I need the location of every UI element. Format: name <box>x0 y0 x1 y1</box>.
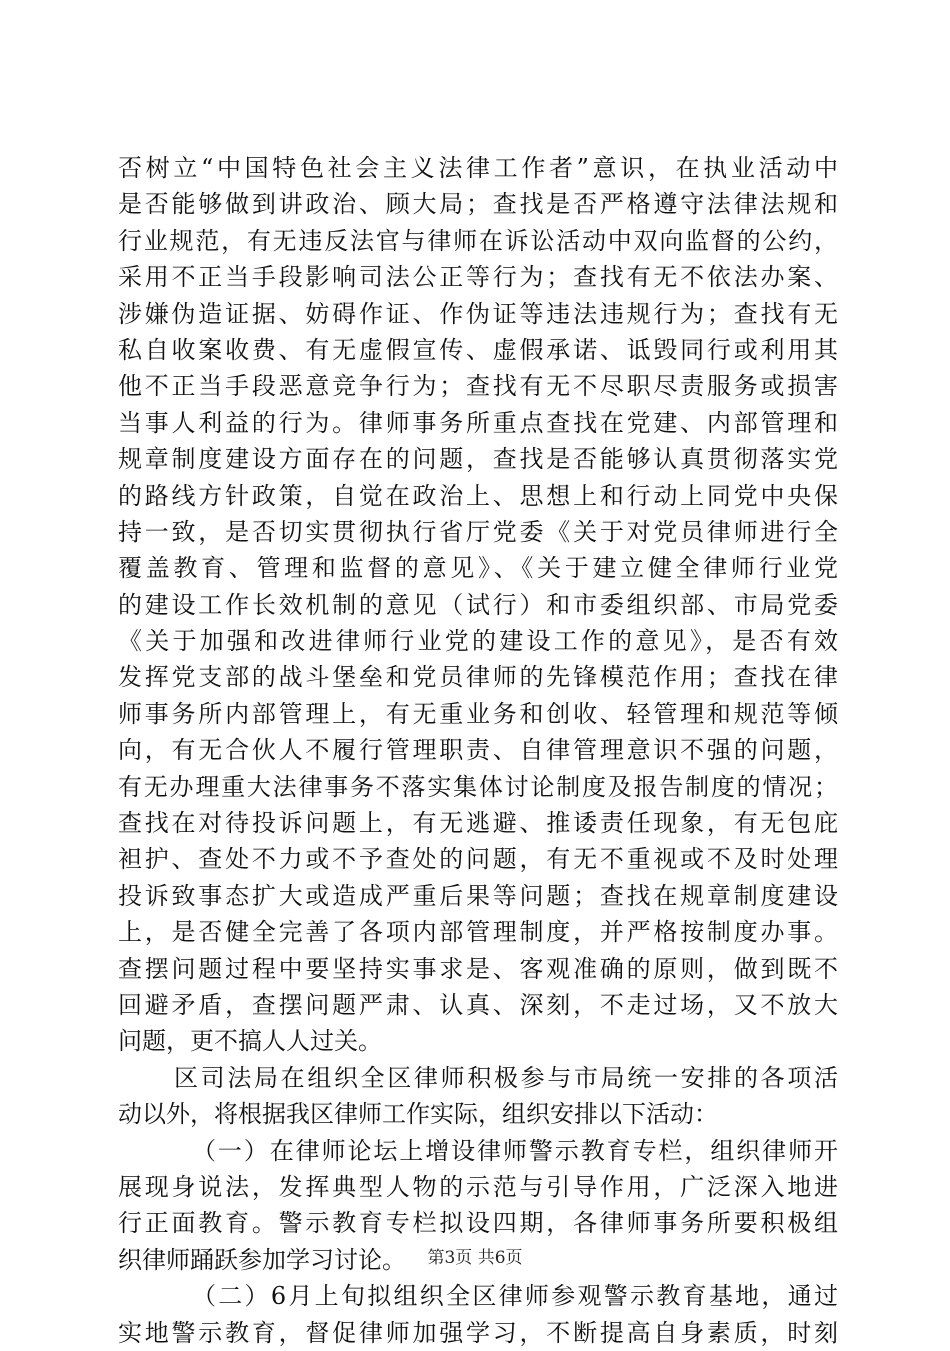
text-line: 师事务所内部管理上，有无重业务和创收、轻管理和规范等倾 <box>118 699 838 728</box>
text-line: 涉嫌伪造证据、妨碍作证、作伪证等违法违规行为；查找有无 <box>118 299 838 328</box>
text-line: 动以外，将根据我区律师工作实际，组织安排以下活动： <box>118 1100 718 1129</box>
text-line: 行正面教育。警示教育专栏拟设四期，各律师事务所要积极组 <box>118 1209 838 1238</box>
text-line: 发挥党支部的战斗堡垒和党员律师的先锋模范作用；查找在律 <box>118 663 838 692</box>
text-line: 私自收案收费、有无虚假宣传、虚假承诺、诋毁同行或利用其 <box>118 335 838 364</box>
text-line: （二）6月上旬拟组织全区律师参观警示教育基地，通过 <box>192 1282 838 1311</box>
text-line: 是否能够做到讲政治、顾大局；查找是否严格遵守法律法规和 <box>118 190 838 219</box>
document-body <box>118 150 838 1351</box>
text-line: 的路线方针政策，自觉在政治上、思想上和行动上同党中央保 <box>118 481 838 510</box>
text-line: 《关于加强和改进律师行业党的建设工作的意见》，是否有效 <box>118 627 838 656</box>
page-number-label: 第3页 共6页 <box>427 1248 523 1268</box>
text-line: 向，有无合伙人不履行管理职责、自律管理意识不强的问题， <box>118 736 838 765</box>
text-line: 有无办理重大法律事务不落实集体讨论制度及报告制度的情况； <box>118 772 838 801</box>
text-line: 的建设工作长效机制的意见（试行）和市委组织部、市局党委 <box>118 590 838 619</box>
text-line: 当事人利益的行为。律师事务所重点查找在党建、内部管理和 <box>118 408 838 437</box>
text-line: 实地警示教育，督促律师加强学习，不断提高自身素质，时刻 <box>118 1318 838 1347</box>
text-line: 查找在对待投诉问题上，有无逃避、推诿责任现象，有无包庇 <box>118 809 838 838</box>
page-footer <box>0 1243 950 1268</box>
text-line: 查摆问题过程中要坚持实事求是、客观准确的原则，做到既不 <box>118 954 838 983</box>
text-line: 规章制度建设方面存在的问题，查找是否能够认真贯彻落实党 <box>118 445 838 474</box>
text-line: 问题，更不搞人人过关。 <box>118 1027 382 1056</box>
text-line: 织律师踊跃参加学习讨论。 <box>118 1245 406 1274</box>
text-line: 持一致，是否切实贯彻执行省厅党委《关于对党员律师进行全 <box>118 517 838 546</box>
text-line: 采用不正当手段影响司法公正等行为；查找有无不依法办案、 <box>118 263 838 292</box>
text-line: 上，是否健全完善了各项内部管理制度，并严格按制度办事。 <box>118 918 838 947</box>
paragraph-continuation <box>118 150 838 1060</box>
text-line: 袒护、查处不力或不予查处的问题，有无不重视或不及时处理 <box>118 845 838 874</box>
paragraph-intro <box>118 1060 838 1133</box>
text-line: 回避矛盾，查摆问题严肃、认真、深刻，不走过场，又不放大 <box>118 990 838 1019</box>
text-line: （一）在律师论坛上增设律师警示教育专栏，组织律师开 <box>192 1136 838 1165</box>
text-line: 区司法局在组织全区律师积极参与市局统一安排的各项活 <box>174 1063 838 1092</box>
text-line: 覆盖教育、管理和监督的意见》、《关于建立健全律师行业党 <box>118 554 838 583</box>
paragraph-item-2 <box>118 1278 838 1351</box>
text-line: 投诉致事态扩大或造成严重后果等问题；查找在规章制度建设 <box>118 881 838 910</box>
text-line: 他不正当手段恶意竞争行为；查找有无不尽职尽责服务或损害 <box>118 372 838 401</box>
text-line: 行业规范，有无违反法官与律师在诉讼活动中双向监督的公约， <box>118 226 838 255</box>
text-line: 否树立“中国特色社会主义法律工作者”意识，在执业活动中 <box>118 154 838 182</box>
text-line: 展现身说法，发挥典型人物的示范与引导作用，广泛深入地进 <box>118 1172 838 1201</box>
